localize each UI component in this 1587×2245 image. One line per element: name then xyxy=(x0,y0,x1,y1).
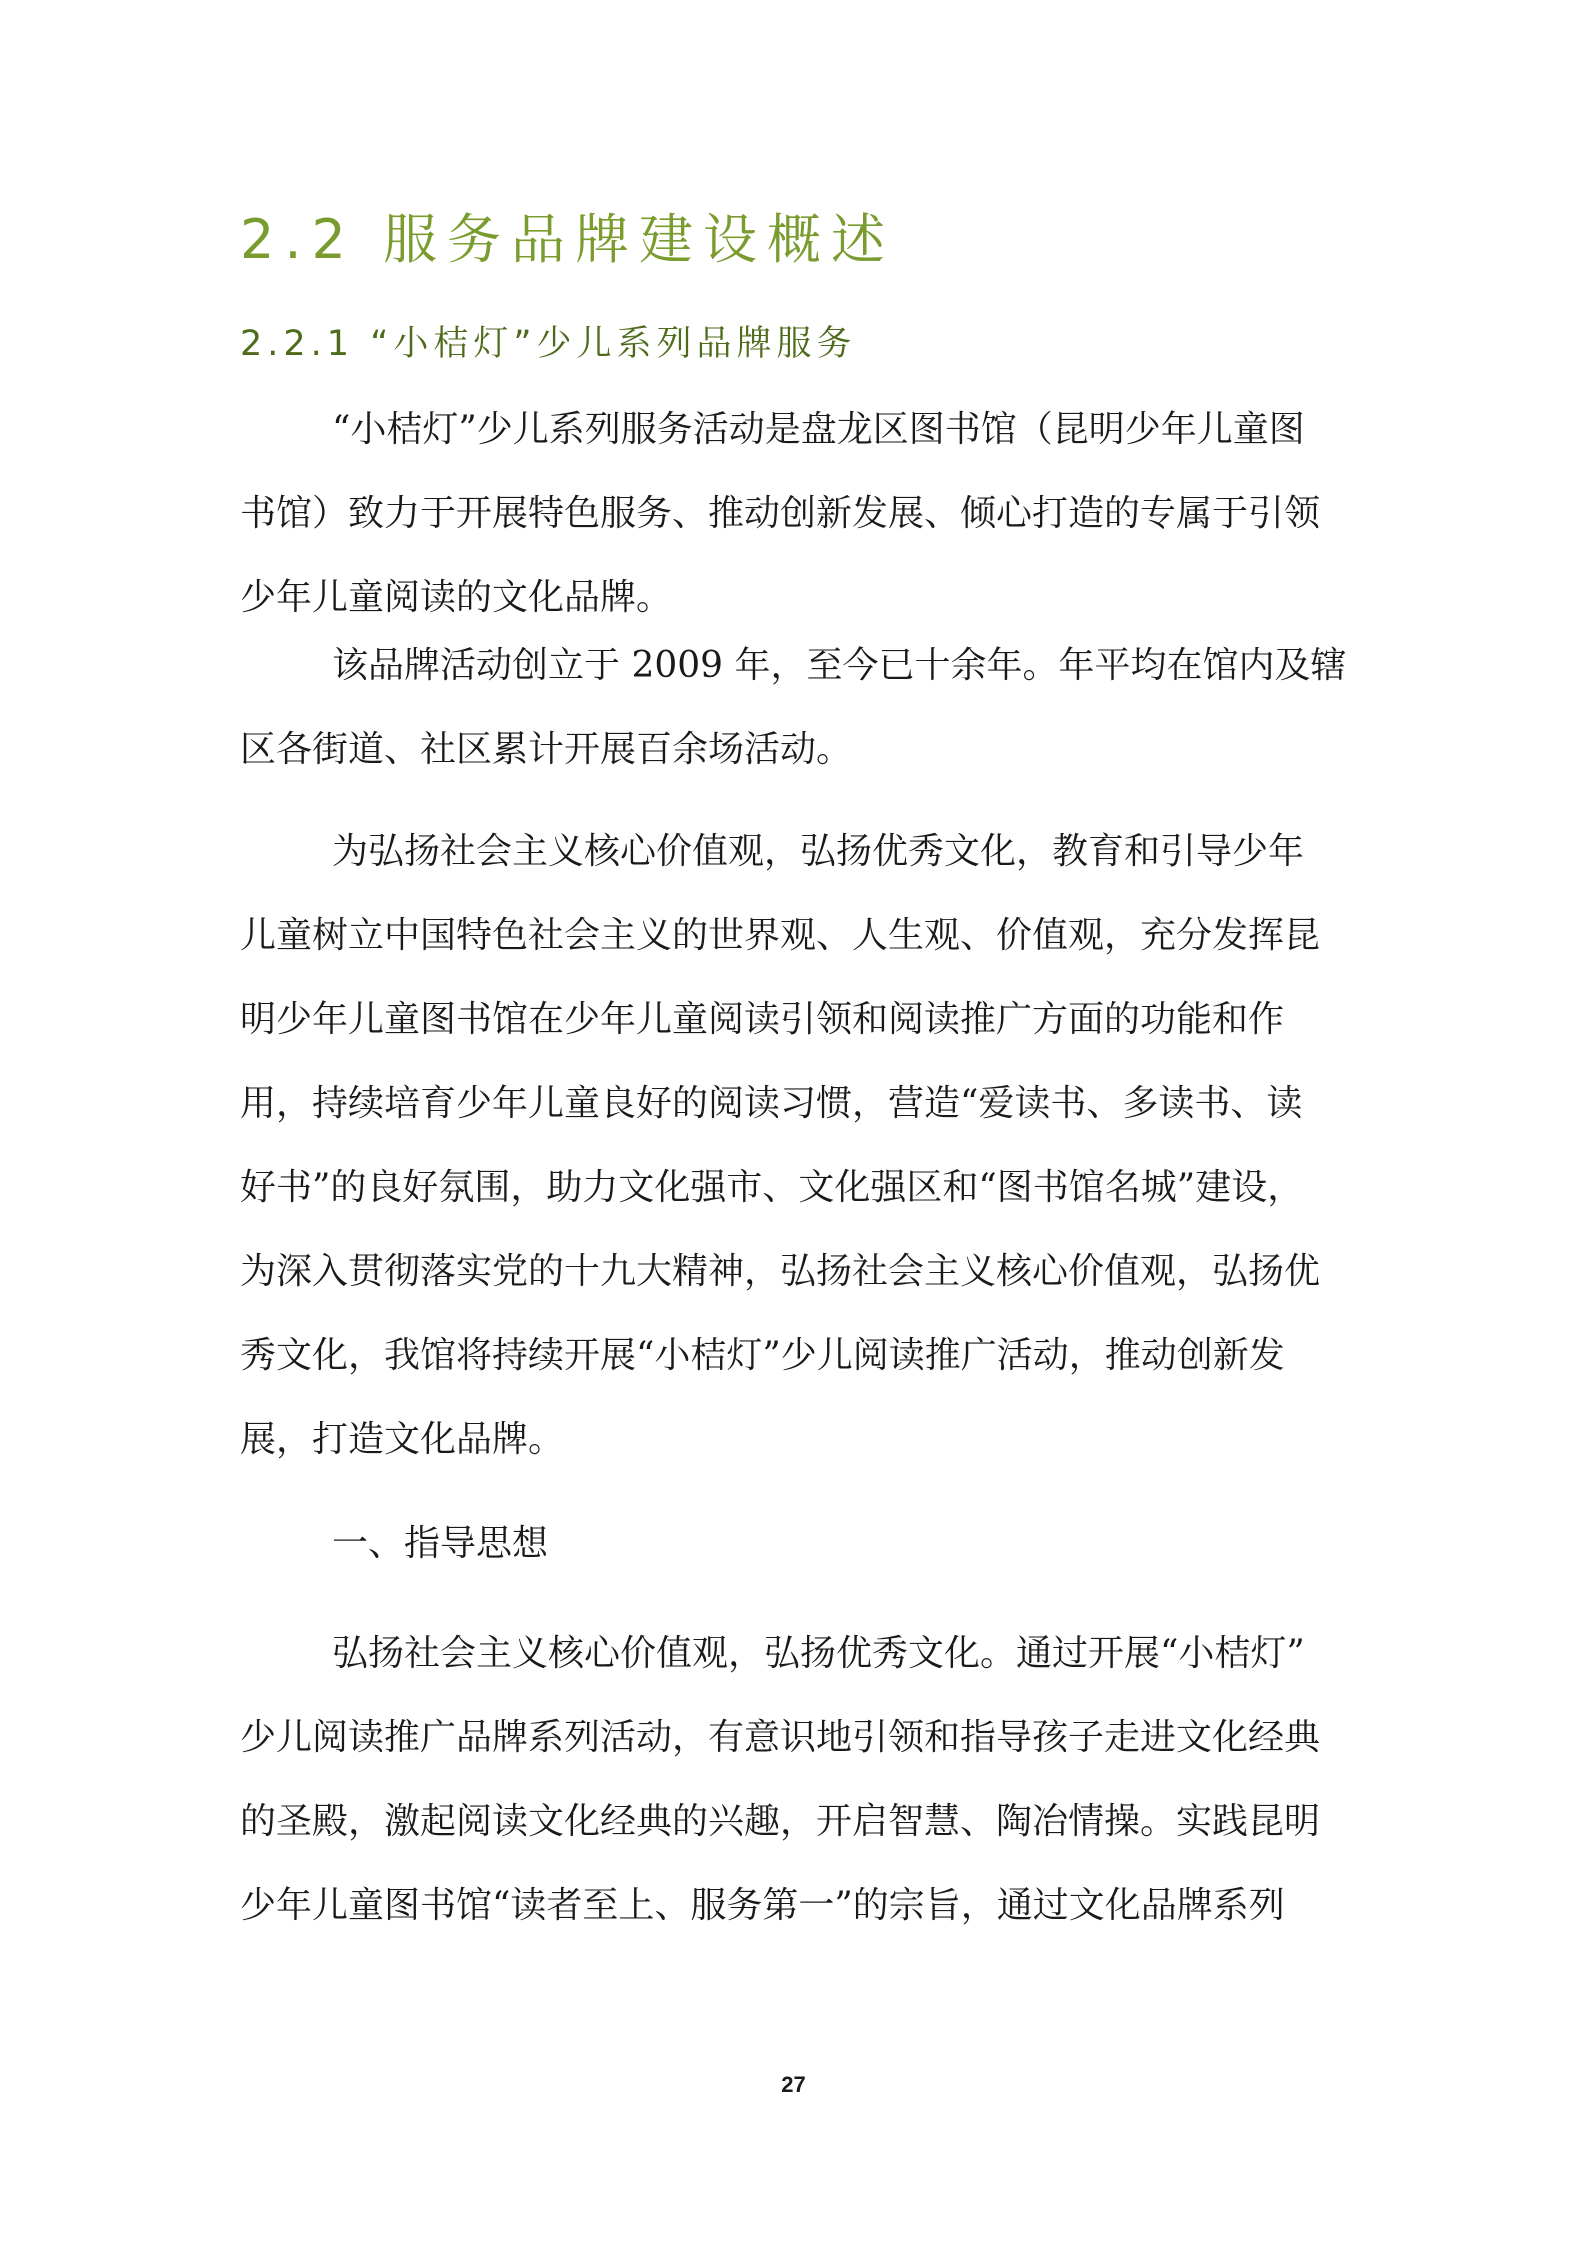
paragraph-line: 用，持续培育少年儿童良好的阅读习惯，营造“爱读书、多读书、读 xyxy=(240,1083,1303,1124)
paragraph-guiding-ideology xyxy=(240,1612,1350,1948)
paragraph-line: 为弘扬社会主义核心价值观，弘扬优秀文化，教育和引导少年 xyxy=(332,831,1305,872)
paragraph-line: 弘扬社会主义核心价值观，弘扬优秀文化。通过开展“小桔灯” xyxy=(332,1633,1305,1674)
paragraph-line: “小桔灯”少儿系列服务活动是盘龙区图书馆（昆明少年儿童图 xyxy=(332,409,1305,450)
paragraph-line: 儿童树立中国特色社会主义的世界观、人生观、价值观，充分发挥昆 xyxy=(240,915,1321,956)
paragraph-line: 一、指导思想 xyxy=(332,1523,549,1564)
paragraph-brand-purpose xyxy=(240,810,1350,1482)
section-title: 服务品牌建设概述 xyxy=(383,208,896,271)
section-number: 2.2 xyxy=(240,208,356,271)
subsection-title: “小桔灯”少儿系列品牌服务 xyxy=(370,324,857,364)
paragraph-line: 书馆）致力于开展特色服务、推动创新发展、倾心打造的专属于引领 xyxy=(240,493,1321,534)
paragraph-brand-history xyxy=(240,624,1350,792)
paragraph-line: 明少年儿童图书馆在少年儿童阅读引领和阅读推广方面的功能和作 xyxy=(240,999,1285,1040)
paragraph-line: 展，打造文化品牌。 xyxy=(240,1419,565,1460)
paragraph-line: 该品牌活动创立于 2009 年，至今已十余年。年平均在馆内及辖 xyxy=(332,645,1347,686)
paragraph-line: 秀文化，我馆将持续开展“小桔灯”少儿阅读推广活动，推动创新发 xyxy=(240,1335,1285,1376)
paragraph-brand-intro xyxy=(240,388,1350,640)
page-number: 27 xyxy=(781,2072,806,2097)
paragraph-line: 少儿阅读推广品牌系列活动，有意识地引领和指导孩子走进文化经典 xyxy=(240,1717,1321,1758)
paragraph-line: 好书”的良好氛围，助力文化强市、文化强区和“图书馆名城”建设， xyxy=(240,1167,1304,1208)
paragraph-line: 为深入贯彻落实党的十九大精神，弘扬社会主义核心价值观，弘扬优 xyxy=(240,1251,1321,1292)
subsection-heading xyxy=(240,316,856,372)
section-heading xyxy=(240,200,895,280)
paragraph-line: 少年儿童阅读的文化品牌。 xyxy=(240,577,673,618)
subheading-guiding-ideology xyxy=(240,1502,1350,1586)
subsection-number: 2.2.1 xyxy=(240,324,355,364)
paragraph-line: 区各街道、社区累计开展百余场活动。 xyxy=(240,729,853,770)
paragraph-line: 的圣殿，激起阅读文化经典的兴趣，开启智慧、陶冶情操。实践昆明 xyxy=(240,1801,1321,1842)
paragraph-line: 少年儿童图书馆“读者至上、服务第一”的宗旨，通过文化品牌系列 xyxy=(240,1885,1285,1926)
